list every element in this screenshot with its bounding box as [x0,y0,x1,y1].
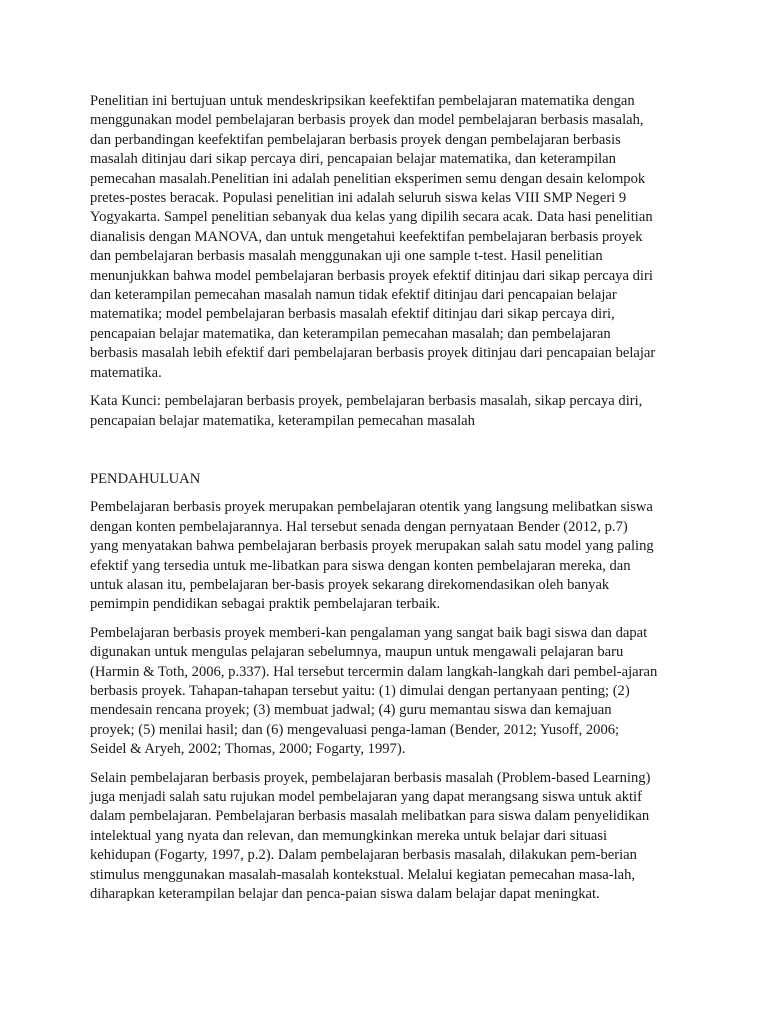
body-paragraph-3: Selain pembelajaran berbasis proyek, pembelajaran berbasis masalah (Problem-based Learning) juga menjadi salah satu rujukan model pembelajaran yang dapat merangsang siswa untuk aktif dalam pembelajaran. Pembelajaran berbasis masalah melibatkan para siswa dalam penyelidikan intelektual yang nyata dan relevan, dan memungkinkan mereka untuk belajar dari situasi kehidupan (Fogarty, 1997, p.2). Dalam pembelajaran berbasis masalah, dilakukan pem-berian stimulus menggunakan masalah-masalah kontekstual. Melalui kegiatan pemecahan masa-lah, diharapkan keterampilan belajar dan penca-paian siswa dalam belajar dapat meningkat. [90,769,651,903]
keywords-paragraph: Kata Kunci: pembelajaran berbasis proyek, pembelajaran berbasis masalah, sikap percaya diri, pencapaian belajar matematika, keterampilan pemecahan masalah [90,393,643,429]
section-spacer [90,440,690,470]
body-paragraph-2: Pembelajaran berbasis proyek memberi-kan pengalaman yang sangat baik bagi siswa dan dapat digunakan untuk mengulas pelajaran sebelumnya, maupun untuk mengawali pelajaran baru (Harmin & Toth, 2006, p.337). Hal tersebut tercermin dalam langkah-langkah dari pembel-ajaran berbasis proyek. Tahapan-tahapan tersebut yaitu: (1) dimulai dengan pertanyaan penting; (2) mendesain rencana proyek; (3) membuat jadwal; (4) guru memantau siswa dan kemajuan proyek; (5) menilai hasil; dan (6) mengevaluasi penga-laman (Bender, 2012; Yusoff, 2006; Seidel & Aryeh, 2002; Thomas, 2000; Fogarty, 1997). [90,624,658,758]
abstract-paragraph: Penelitian ini bertujuan untuk mendeskripsikan keefektifan pembelajaran matematika dengan menggunakan model pembelajaran berbasis proyek dan model pembelajaran berbasis masalah, dan perbandingan keefektifan pembelajaran berbasis proyek dengan pembelajaran berbasis masalah ditinjau dari sikap percaya diri, pencapaian belajar matematika, dan keterampilan pemecahan masalah.Penelitian ini adalah penelitian eksperimen semu dengan desain kelompok pretes-postes beracak. Populasi penelitian ini adalah seluruh siswa kelas VIII SMP Negeri 9 Yogyakarta. Sampel penelitian sebanyak dua kelas yang dipilih secara acak. Data hasi penelitian dianalisis dengan MANOVA, dan untuk mengetahui keefektifan pembelajaran berbasis proyek dan pembelajaran berbasis masalah menggunakan uji one sample t-test. Hasil penelitian menunjukkan bahwa model pembelajaran berbasis proyek efektif ditinjau dari sikap percaya diri dan keterampilan pemecahan masalah namun tidak efektif ditinjau dari pencapaian belajar matematika; model pembelajaran berbasis masalah efektif ditinjau dari sikap percaya diri, pencapaian belajar matematika, dan keterampilan pemecahan masalah; dan pembelajaran berbasis masalah lebih efektif dari pembelajaran berbasis proyek ditinjau dari pencapaian belajar matematika. [90,93,656,381]
section-heading: PENDAHULUAN [90,470,201,487]
body-paragraph-1: Pembelajaran berbasis proyek merupakan pembelajaran otentik yang langsung melibatkan siswa dengan konten pembelajarannya. Hal tersebut senada dengan pernyataan Bender (2012, p.7) yang menyatakan bahwa pembelajaran berbasis proyek merupakan salah satu model yang paling efektif yang tersedia untuk me-libatkan para siswa dengan konten pembelajaran mereka, dan untuk alasan itu, pembelajaran ber-basis proyek sekarang direkomendasikan oleh banyak pemimpin pendidikan sebagai praktik pembelajaran terbaik. [90,499,654,613]
document-page [90,92,690,913]
